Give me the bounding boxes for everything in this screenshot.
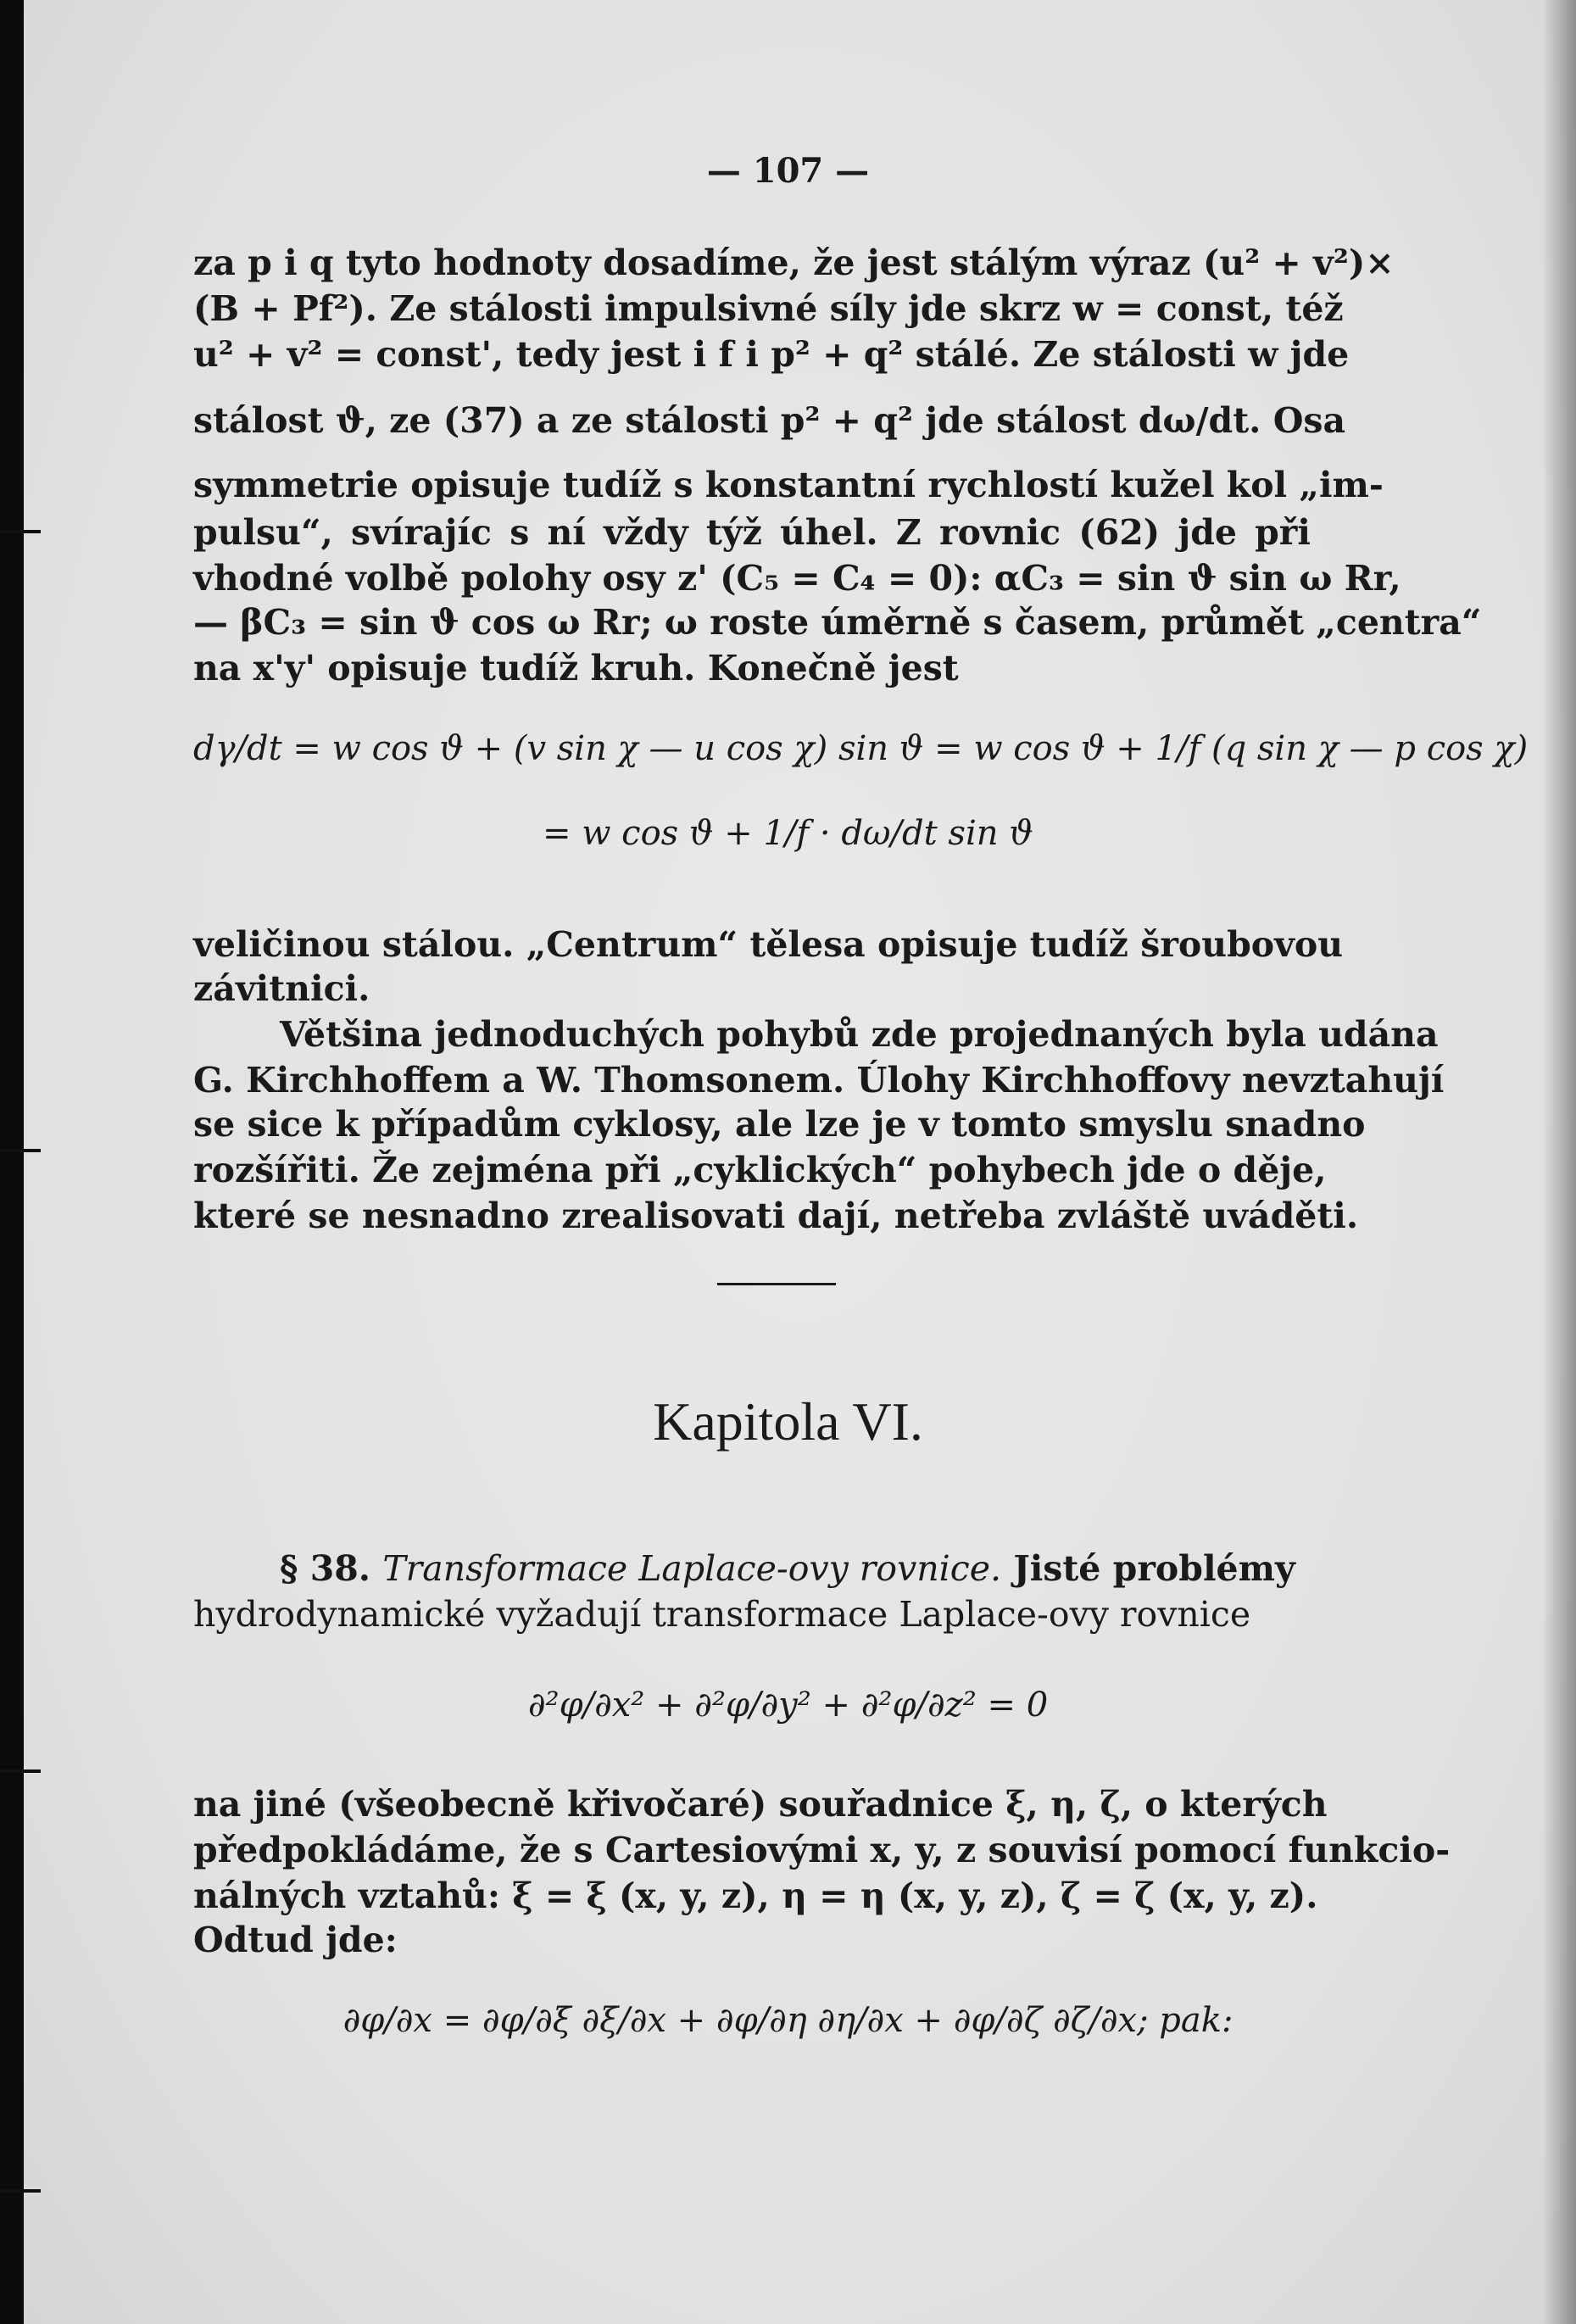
binding-mark — [0, 2189, 41, 2193]
text-line: Jisté problémy — [1013, 1548, 1295, 1589]
text-line: rozšířiti. Že zejména při „cyklických“ pohybech jde o děje, — [193, 1150, 1327, 1190]
binding-mark — [0, 1149, 41, 1152]
page-number: — 107 — — [706, 151, 870, 191]
text-line: pulsu“, svírajíc s ní vždy týž úhel. Z rovnic (62) jde při — [193, 512, 1311, 553]
text-line: za p i q tyto hodnoty dosadíme, že jest stálým výraz (u² + v²)× — [193, 242, 1395, 283]
text-line: předpokládáme, že s Cartesiovými x, y, z souvisí pomocí funkcio- — [193, 1830, 1451, 1870]
section-divider — [717, 1283, 836, 1285]
equation-dgamma-line1: dγ/dt = w cos ϑ + (v sin χ — u cos χ) sin ϑ = w cos ϑ + 1/f (q sin χ — p cos χ) — [193, 729, 1529, 768]
text-line: — βC₃ = sin ϑ cos ω Rr; ω roste úměrně s časem, průmět „centra“ — [193, 602, 1482, 643]
text-line: stálost ϑ, ze (37) a ze stálosti p² + q² jde stálost dω/dt. Osa — [193, 400, 1346, 441]
text-line: Většina jednoduchých pohybů zde projednaných byla udána — [280, 1014, 1439, 1055]
equation-chain-rule: ∂φ/∂x = ∂φ/∂ξ ∂ξ/∂x + ∂φ/∂η ∂η/∂x + ∂φ/∂ζ ∂ζ/∂x; pak: — [342, 2001, 1234, 2040]
chapter-title: Kapitola VI. — [653, 1391, 923, 1452]
text-line: symmetrie opisuje tudíž s konstantní rychlostí kužel kol „im- — [193, 465, 1384, 505]
text-line: se sice k případům cyklosy, ale lze je v tomto smyslu snadno — [193, 1104, 1366, 1145]
text-line: vhodné volbě polohy osy z' (C₅ = C₄ = 0): αC₃ = sin ϑ sin ω Rr, — [193, 558, 1401, 599]
section-heading — [280, 1548, 1311, 1589]
text-line: na jiné (všeobecně křivočaré) souřadnice ξ, η, ζ, o kterých — [193, 1784, 1328, 1825]
text-line: (B + Pf²). Ze stálosti impulsivné síly jde skrz w = const, též — [193, 288, 1344, 329]
text-line: nálných vztahů: ξ = ξ (x, y, z), η = η (x, y, z), ζ = ζ (x, y, z). — [193, 1875, 1318, 1916]
text-line: veličinou stálou. „Centrum“ tělesa opisuje tudíž šroubovou — [193, 924, 1344, 965]
binding-mark — [0, 530, 41, 533]
text-line: které se nesnadno zrealisovati dají, netřeba zvláště uváděti. — [193, 1195, 1359, 1236]
text-line: Odtud jde: — [193, 1920, 398, 1960]
text-line: na x'y' opisuje tudíž kruh. Konečně jest — [193, 648, 959, 688]
page-edge-shadow — [1542, 0, 1576, 2324]
section-title: Transformace Laplace-ovy rovnice. — [382, 1548, 1002, 1589]
section-number: § 38. — [280, 1548, 371, 1589]
text-line: G. Kirchhoffem a W. Thomsonem. Úlohy Kirchhoffovy nevztahují — [193, 1060, 1445, 1101]
text-line: závitnici. — [193, 968, 370, 1009]
text-line: u² + v² = const', tedy jest i f i p² + q² stálé. Ze stálosti w jde — [193, 334, 1350, 375]
binding-mark — [0, 1769, 41, 1773]
equation-laplace: ∂²φ/∂x² + ∂²φ/∂y² + ∂²φ/∂z² = 0 — [527, 1686, 1049, 1725]
text-line: hydrodynamické vyžadují transformace Laplace-ovy rovnice — [193, 1594, 1251, 1635]
equation-dgamma-line2: = w cos ϑ + 1/f · dω/dt sin ϑ — [543, 814, 1033, 853]
